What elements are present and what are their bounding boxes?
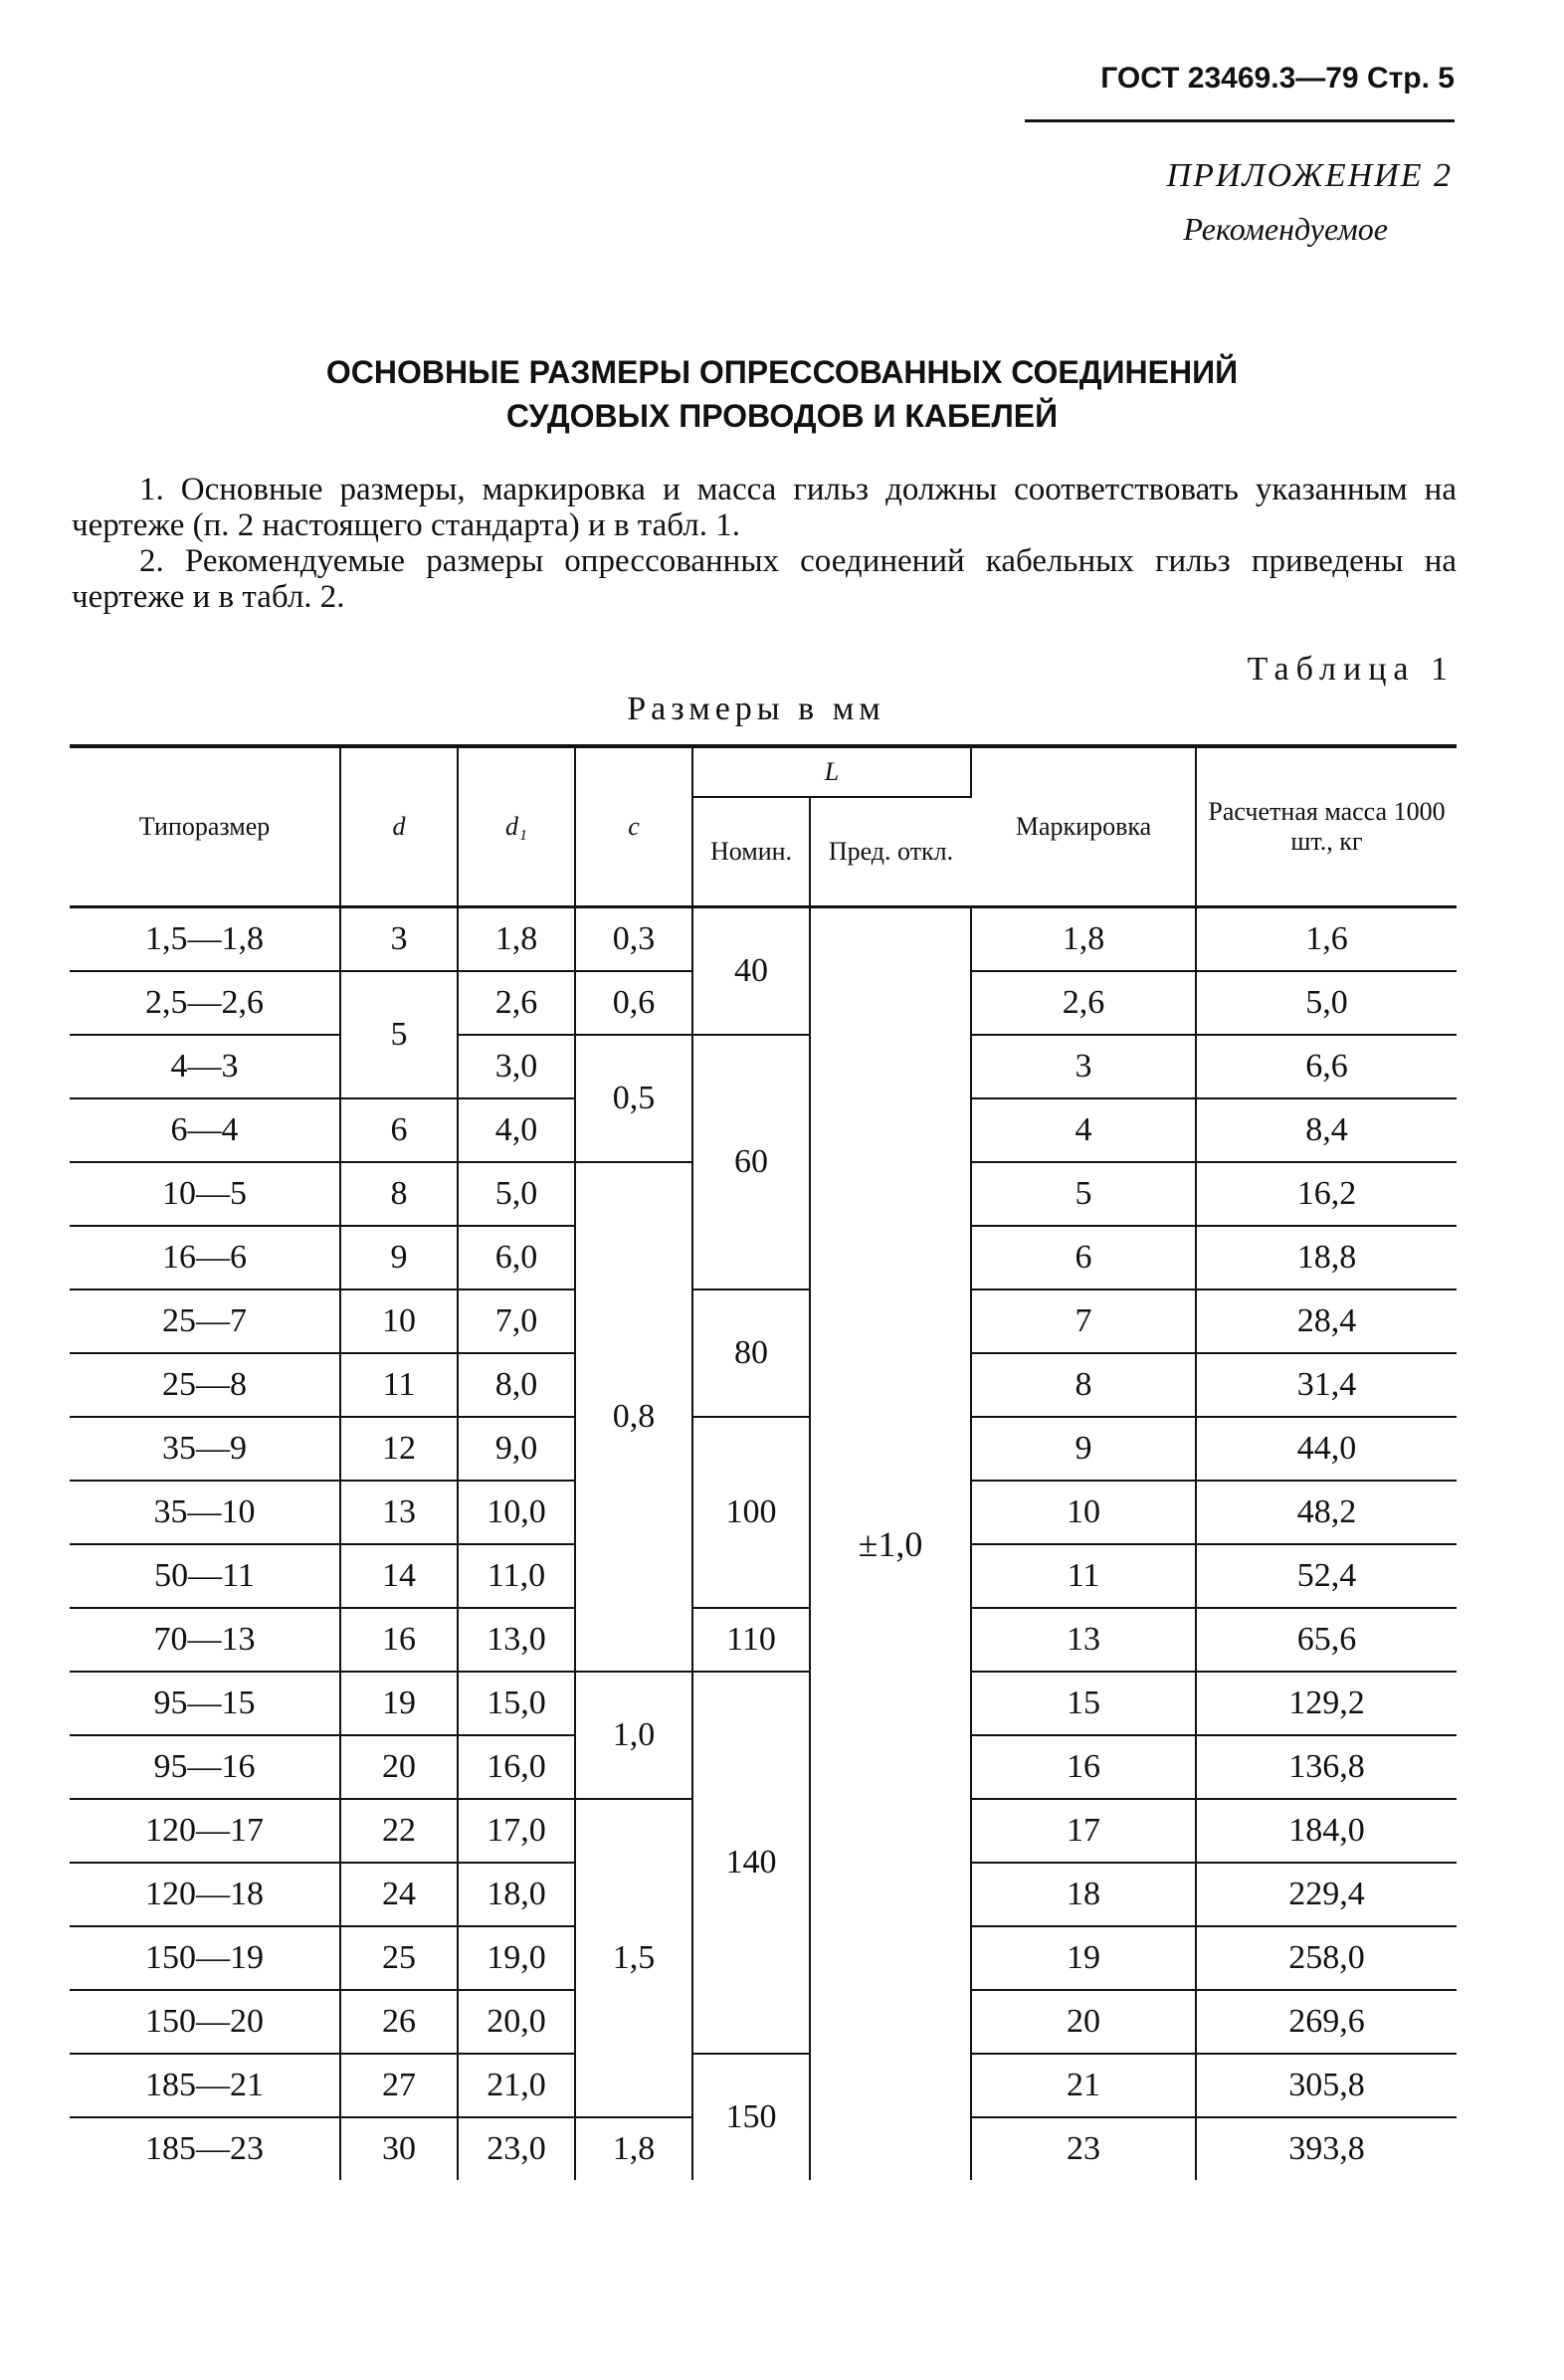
cell-c: 1,5 xyxy=(575,1799,692,2117)
cell-marking: 15 xyxy=(971,1672,1196,1735)
cell-d1: 3,0 xyxy=(458,1035,575,1098)
cell-d1: 19,0 xyxy=(458,1926,575,1990)
cell-mass: 5,0 xyxy=(1196,971,1457,1035)
cell-d: 20 xyxy=(340,1735,458,1799)
cell-mass: 18,8 xyxy=(1196,1226,1457,1289)
cell-d: 24 xyxy=(340,1863,458,1926)
table-row xyxy=(70,1608,1457,1672)
cell-L: 80 xyxy=(692,1289,810,1417)
cell-d: 11 xyxy=(340,1353,458,1417)
cell-mass: 31,4 xyxy=(1196,1353,1457,1417)
cell-L: 110 xyxy=(692,1608,810,1672)
cell-d1: 11,0 xyxy=(458,1544,575,1608)
cell-marking: 23 xyxy=(971,2117,1196,2180)
cell-marking: 20 xyxy=(971,1990,1196,2054)
cell-d1: 10,0 xyxy=(458,1481,575,1544)
cell-type: 120—18 xyxy=(70,1863,340,1926)
appendix-title: ПРИЛОЖЕНИЕ 2 xyxy=(1166,157,1453,194)
cell-d: 22 xyxy=(340,1799,458,1863)
header-L: L xyxy=(692,746,971,797)
cell-type: 4—3 xyxy=(70,1035,340,1098)
cell-type: 35—9 xyxy=(70,1417,340,1481)
cell-d: 26 xyxy=(340,1990,458,2054)
cell-marking: 5 xyxy=(971,1162,1196,1226)
cell-d1: 9,0 xyxy=(458,1417,575,1481)
cell-mass: 16,2 xyxy=(1196,1162,1457,1226)
cell-c: 1,0 xyxy=(575,1672,692,1799)
cell-marking: 8 xyxy=(971,1353,1196,1417)
cell-c: 1,8 xyxy=(575,2117,692,2180)
cell-type: 25—7 xyxy=(70,1289,340,1353)
cell-d: 3 xyxy=(340,907,458,972)
cell-type: 2,5—2,6 xyxy=(70,971,340,1035)
cell-d1: 13,0 xyxy=(458,1608,575,1672)
cell-mass: 393,8 xyxy=(1288,2130,1365,2167)
header-marking: Маркировка xyxy=(971,746,1196,907)
cell-deviation: ±1,0 xyxy=(810,907,971,2181)
cell-marking: 2,6 xyxy=(971,971,1196,1035)
cell-mass: 6,6 xyxy=(1196,1035,1457,1098)
cell-mass: 65,6 xyxy=(1196,1608,1457,1672)
cell-marking: 9 xyxy=(971,1417,1196,1481)
header-d: d xyxy=(340,746,458,907)
cell-d1: 18,0 xyxy=(458,1863,575,1926)
paragraph-2-text: 2. Рекомендуемые размеры опрессованных соединений кабельных гильз приведены на чертеже и в табл. 2. xyxy=(72,543,1457,615)
header-rule xyxy=(1025,119,1455,122)
cell-mass: 229,4 xyxy=(1196,1863,1457,1926)
table-row xyxy=(70,907,1457,972)
table-row xyxy=(70,2054,1457,2117)
cell-d1: 1,8 xyxy=(458,907,575,972)
cell-type: 10—5 xyxy=(70,1162,340,1226)
cell-d: 27 xyxy=(340,2054,458,2117)
cell-d: 5 xyxy=(340,971,458,1098)
cell-marking: 6 xyxy=(971,1226,1196,1289)
header-L-nominal: Номин. xyxy=(692,797,810,907)
cell-d1: 20,0 xyxy=(458,1990,575,2054)
cell-d1: 23,0 xyxy=(458,2117,575,2180)
cell-mass: 129,2 xyxy=(1196,1672,1457,1735)
document-title-line-1: ОСНОВНЫЕ РАЗМЕРЫ ОПРЕССОВАННЫХ СОЕДИНЕНИЙ xyxy=(325,354,1239,390)
cell-L: 150 xyxy=(692,2054,810,2180)
cell-d1: 6,0 xyxy=(458,1226,575,1289)
cell-d: 12 xyxy=(340,1417,458,1481)
cell-mass: 305,8 xyxy=(1196,2054,1457,2117)
table-row xyxy=(70,1289,1457,1353)
cell-marking: 1,8 xyxy=(971,907,1196,972)
cell-marking: 7 xyxy=(971,1289,1196,1353)
dimensions-table xyxy=(70,744,1457,2180)
cell-type: 25—8 xyxy=(70,1353,340,1417)
header-mass: Расчетная масса 1000 шт., кг xyxy=(1196,746,1457,907)
cell-c: 0,8 xyxy=(575,1162,692,1672)
header-L-deviation: Пред. откл. xyxy=(810,797,971,907)
cell-marking: 21 xyxy=(971,2054,1196,2117)
cell-type: 70—13 xyxy=(70,1608,340,1672)
cell-type: 1,5—1,8 xyxy=(70,907,340,972)
cell-c: 0,5 xyxy=(575,1035,692,1162)
cell-mass: 48,2 xyxy=(1196,1481,1457,1544)
paragraph-1 xyxy=(72,472,1457,543)
page-header: ГОСТ 23469.3—79 Стр. 5 xyxy=(1100,62,1455,95)
cell-d1: 21,0 xyxy=(458,2054,575,2117)
header-d1: d₁ xyxy=(458,746,575,907)
paragraph-1-text: 1. Основные размеры, маркировка и масса гильз должны соответствовать указанным на чертеже (п. 2 настоящего стандарта) и в табл. 1. xyxy=(72,472,1457,543)
cell-L: 60 xyxy=(692,1035,810,1289)
cell-type: 185—21 xyxy=(70,2054,340,2117)
cell-mass: 184,0 xyxy=(1196,1799,1457,1863)
table-units: Размеры в мм xyxy=(627,691,885,727)
cell-type: 50—11 xyxy=(70,1544,340,1608)
cell-type: 16—6 xyxy=(70,1226,340,1289)
cell-d: 10 xyxy=(340,1289,458,1353)
cell-mass: 269,6 xyxy=(1196,1990,1457,2054)
table-caption: Таблица 1 xyxy=(1247,651,1455,688)
cell-c: 0,3 xyxy=(575,907,692,972)
cell-marking: 16 xyxy=(971,1735,1196,1799)
cell-mass: 28,4 xyxy=(1196,1289,1457,1353)
table-row xyxy=(70,1035,1457,1098)
cell-type: 6—4 xyxy=(70,1098,340,1162)
cell-marking: 10 xyxy=(971,1481,1196,1544)
paragraph-2 xyxy=(72,543,1457,615)
cell-d1: 5,0 xyxy=(458,1162,575,1226)
cell-type: 150—19 xyxy=(70,1926,340,1990)
cell-d: 6 xyxy=(340,1098,458,1162)
cell-mass: 258,0 xyxy=(1196,1926,1457,1990)
cell-d1: 2,6 xyxy=(458,971,575,1035)
cell-L: 40 xyxy=(692,907,810,1036)
cell-marking: 4 xyxy=(971,1098,1196,1162)
cell-type: 150—20 xyxy=(70,1990,340,2054)
cell-d1: 7,0 xyxy=(458,1289,575,1353)
cell-d: 30 xyxy=(340,2117,458,2180)
cell-mass: 1,6 xyxy=(1196,907,1457,972)
cell-marking: 3 xyxy=(971,1035,1196,1098)
cell-marking: 18 xyxy=(971,1863,1196,1926)
cell-type: 185—23 xyxy=(70,2117,340,2180)
appendix-status: Рекомендуемое xyxy=(1183,211,1388,247)
cell-d: 9 xyxy=(340,1226,458,1289)
cell-d: 19 xyxy=(340,1672,458,1735)
document-title-line-2: СУДОВЫХ ПРОВОДОВ И КАБЕЛЕЙ xyxy=(505,398,1059,434)
cell-mass: 136,8 xyxy=(1196,1735,1457,1799)
cell-type: 35—10 xyxy=(70,1481,340,1544)
table-row xyxy=(70,1672,1457,1735)
cell-d: 14 xyxy=(340,1544,458,1608)
cell-mass: 52,4 xyxy=(1196,1544,1457,1608)
cell-mass: 8,4 xyxy=(1196,1098,1457,1162)
header-type: Типоразмер xyxy=(70,746,340,907)
cell-d1: 8,0 xyxy=(458,1353,575,1417)
cell-marking: 19 xyxy=(971,1926,1196,1990)
cell-d1: 16,0 xyxy=(458,1735,575,1799)
cell-type: 95—16 xyxy=(70,1735,340,1799)
cell-type: 120—17 xyxy=(70,1799,340,1863)
cell-d: 16 xyxy=(340,1608,458,1672)
cell-mass: 44,0 xyxy=(1196,1417,1457,1481)
table-row xyxy=(70,1417,1457,1481)
cell-d: 25 xyxy=(340,1926,458,1990)
cell-marking: 11 xyxy=(971,1544,1196,1608)
header-c: c xyxy=(575,746,692,907)
cell-L: 140 xyxy=(692,1672,810,2054)
cell-d1: 15,0 xyxy=(458,1672,575,1735)
cell-d: 8 xyxy=(340,1162,458,1226)
cell-type: 95—15 xyxy=(70,1672,340,1735)
cell-d1: 17,0 xyxy=(458,1799,575,1863)
cell-d: 13 xyxy=(340,1481,458,1544)
cell-c: 0,6 xyxy=(575,971,692,1035)
cell-marking: 17 xyxy=(971,1799,1196,1863)
cell-L: 100 xyxy=(692,1417,810,1608)
cell-d1: 4,0 xyxy=(458,1098,575,1162)
cell-marking: 13 xyxy=(971,1608,1196,1672)
